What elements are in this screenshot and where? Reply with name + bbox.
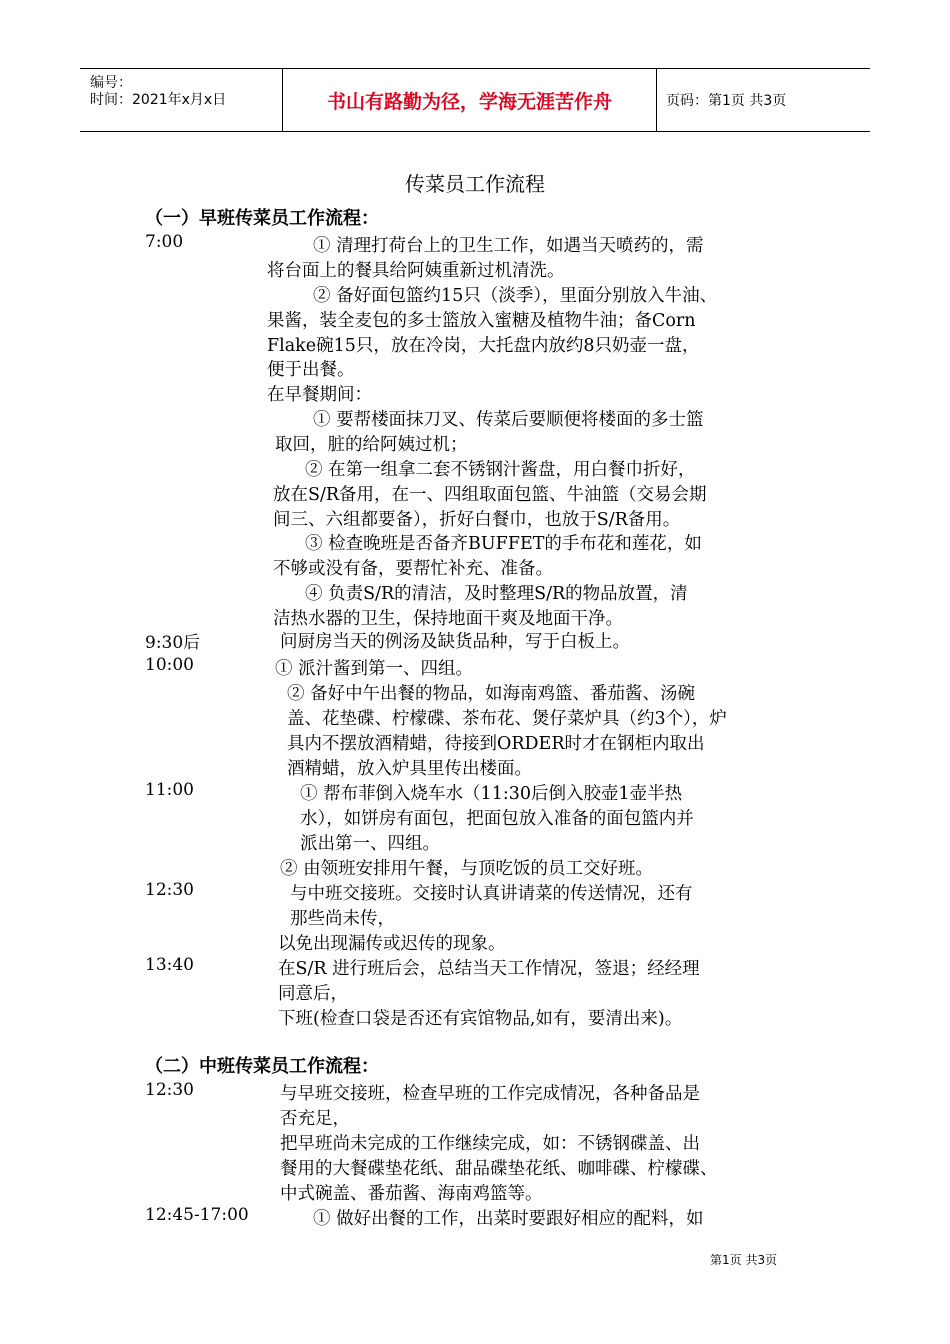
text-line: ② 由领班安排用午餐，与顶吃饭的员工交好班。	[280, 859, 654, 879]
text-line: 水），如饼房有面包，把面包放入准备的面包篮内并	[300, 809, 694, 829]
text-line: 盖、花垫碟、柠檬碟、茶布花、煲仔菜炉具（约3个），炉	[287, 709, 727, 729]
text-line: 在早餐期间：	[267, 385, 372, 405]
document-header	[80, 68, 870, 132]
header-motto: 书山有路勤为径，学海无涯苦作舟	[282, 69, 657, 131]
text-line: 派出第一、四组。	[300, 834, 440, 854]
text-line: 问厨房当天的例汤及缺货品种，写于白板上。	[280, 632, 630, 652]
text-line: 以免出现漏传或迟传的现象。	[278, 934, 506, 954]
time-label: 7:00	[145, 232, 184, 252]
section-heading-morning: （一）早班传菜员工作流程：	[145, 208, 379, 229]
text-line: ① 清理打荷台上的卫生工作，如遇当天喷药的，需	[313, 236, 704, 256]
text-line: 便于出餐。	[267, 360, 355, 380]
text-line: 中式碗盖、番茄酱、海南鸡篮等。	[280, 1184, 543, 1204]
text-line: ② 备好中午出餐的物品，如海南鸡篮、番茄酱、汤碗	[287, 684, 696, 704]
text-line: 把早班尚未完成的工作继续完成，如：不锈钢碟盖、出	[280, 1134, 700, 1154]
text-line: 具内不摆放酒精蜡，待接到ORDER时才在钢柜内取出	[287, 734, 705, 754]
text-line: ① 派汁酱到第一、四组。	[275, 659, 474, 679]
time-label: 时间：2021年x月x日	[90, 92, 227, 108]
page-footer: 第1页 共3页	[710, 1253, 778, 1267]
text-line: 不够或没有备，要帮忙补充、准备。	[273, 559, 553, 579]
text-line: ③ 检查晚班是否备齐BUFFET的手布花和莲花，如	[305, 534, 702, 554]
time-label: 10:00	[145, 655, 194, 675]
text-line: 同意后，	[278, 984, 348, 1004]
document-title: 传菜员工作流程	[405, 172, 545, 196]
text-line: 否充足，	[280, 1109, 350, 1129]
time-label: 12:30	[145, 1080, 194, 1100]
time-label: 12:45-17:00	[145, 1205, 249, 1225]
text-line: ① 要帮楼面抹刀叉、传菜后要顺便将楼面的多士篮	[313, 410, 704, 430]
text-line: 洁热水器的卫生，保持地面干爽及地面干净。	[273, 609, 623, 629]
text-line: ② 在第一组拿二套不锈钢汁酱盘，用白餐巾折好，	[305, 460, 696, 480]
text-line: ① 做好出餐的工作，出菜时要跟好相应的配料，如	[313, 1209, 704, 1229]
time-label: 11:00	[145, 780, 194, 800]
text-line: 餐用的大餐碟垫花纸、甜品碟垫花纸、咖啡碟、柠檬碟、	[280, 1159, 718, 1179]
time-label: 12:30	[145, 880, 194, 900]
text-line: 那些尚未传，	[290, 909, 395, 929]
text-line: ② 备好面包篮约15只（淡季），里面分别放入牛油、	[313, 286, 718, 306]
time-label: 9:30后	[145, 633, 201, 653]
text-line: 与中班交接班。交接时认真讲请菜的传送情况，还有	[290, 884, 693, 904]
text-line: 酒精蜡，放入炉具里传出楼面。	[287, 759, 532, 779]
text-line: 放在S/R备用，在一、四组取面包篮、牛油篮（交易会期	[273, 485, 707, 505]
text-line: 下班(检查口袋是否还有宾馆物品,如有，要清出来)。	[278, 1009, 683, 1029]
number-label: 编号：	[90, 75, 132, 91]
text-line: ① 帮布菲倒入烧车水（11:30后倒入胶壶1壶半热	[300, 784, 683, 804]
time-label: 13:40	[145, 955, 194, 975]
text-line: 与早班交接班，检查早班的工作完成情况，各种备品是	[280, 1084, 700, 1104]
text-line: 取回，脏的给阿姨过机；	[275, 435, 468, 455]
text-line: 在S/R 进行班后会，总结当天工作情况，签退；经经理	[278, 959, 700, 979]
header-page-info: 页码：第1页 共3页	[666, 93, 787, 109]
header-meta-cell	[80, 69, 282, 131]
text-line: Flake碗15只，放在冷岗，大托盘内放约8只奶壶一盘，	[267, 336, 700, 356]
text-line: ④ 负责S/R的清洁，及时整理S/R的物品放置，清	[305, 584, 688, 604]
text-line: 果酱，装全麦包的多士篮放入蜜糖及植物牛油；备Corn	[267, 311, 696, 331]
text-line: 间三、六组都要备），折好白餐巾，也放于S/R备用。	[273, 510, 681, 530]
section-heading-midday: （二）中班传菜员工作流程：	[145, 1056, 379, 1077]
text-line: 将台面上的餐具给阿姨重新过机清洗。	[267, 261, 565, 281]
